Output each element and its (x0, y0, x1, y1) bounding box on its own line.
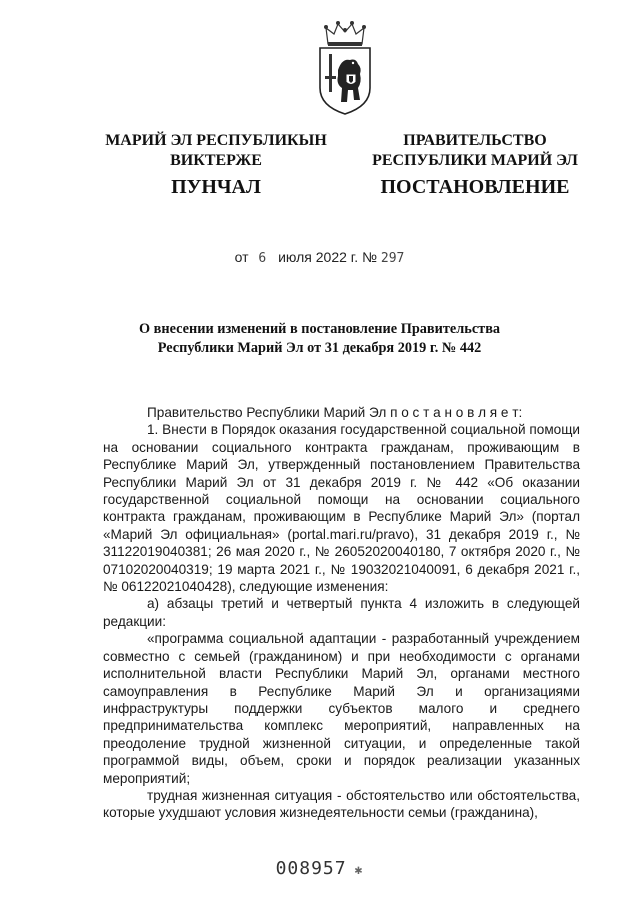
document-body (103, 404, 580, 822)
asterisk-icon: ✱ (354, 863, 364, 878)
header-left-line1: МАРИЙ ЭЛ РЕСПУБЛИКЫН (105, 132, 327, 149)
serial-digits: 008957 (275, 858, 347, 879)
header-left-line2: ВИКТЕРЖЕ (170, 152, 262, 169)
header-left-doc-type: ПУНЧАЛ (171, 176, 261, 198)
paragraph-preamble: Правительство Республики Марий Эл п о с т а н о в л я е т: (147, 405, 523, 420)
paragraph-subitem-a: а) абзацы третий и четвертый пункта 4 изложить в следующей редакции: (103, 596, 580, 629)
date-prefix: от (234, 249, 249, 265)
paragraph-definition-program: «программа социальной адаптации - разработанный учреждением совместно с семьей (гражданином) и при необходимости с органами исполнительной власти Республики Марий Эл, органами местного самоуправления в Республике Марий Эл и организациями инфраструктуры поддержки субъектов малого и среднего предпринимательства комплекс мероприятий, направленных на преодоление трудной жизненной ситуации, и определенные такой программой виды, объем, сроки и порядок реализации указанных мероприятий; (103, 631, 580, 786)
document-subject (0, 320, 639, 358)
date-line (0, 249, 639, 266)
date-month-year: июля 2022 г. № (278, 249, 377, 265)
subject-line1: О внесении изменений в постановление Правительства (138, 321, 501, 337)
paragraph-definition-situation: трудная жизненная ситуация - обстоятельство или обстоятельства, которые ухудшают условия жизнедеятельности семьи (гражданина), (103, 787, 580, 821)
subject-line2: Республики Марий Эл от 31 декабря 2019 г. № 442 (157, 340, 482, 356)
date-day: 6 (258, 251, 267, 266)
document-number: 297 (380, 251, 405, 266)
header-right-line1: ПРАВИТЕЛЬСТВО (403, 132, 547, 149)
form-serial-number (0, 858, 639, 879)
paragraph-item-1: 1. Внести в Порядок оказания государственной социальной помощи на основании социального контракта гражданам, проживающим в Республике Марий Эл, утвержденный постановлением Правительства Республики Марий Эл от 31 декабря 2019 г. № 442 «Об оказании государственной социальной помощи на основании социального контракта гражданам, проживающим в Республике Марий Эл» (портал «Марий Эл официальная» (portal.mari.ru/pravo), 31 декабря 2019 г., № 31122019040381; 26 мая 2020 г., № 26052020040180, 7 октября 2020 г., № 07102020040319; 19 марта 2021 г., № 19032021040091, 6 декабря 2021 г., № 06122021040428), следующие изменения: (103, 422, 580, 595)
header-right-line2: РЕСПУБЛИКИ МАРИЙ ЭЛ (372, 152, 578, 169)
coat-of-arms-emblem (316, 18, 374, 116)
header-right-doc-type: ПОСТАНОВЛЕНИЕ (380, 176, 570, 198)
